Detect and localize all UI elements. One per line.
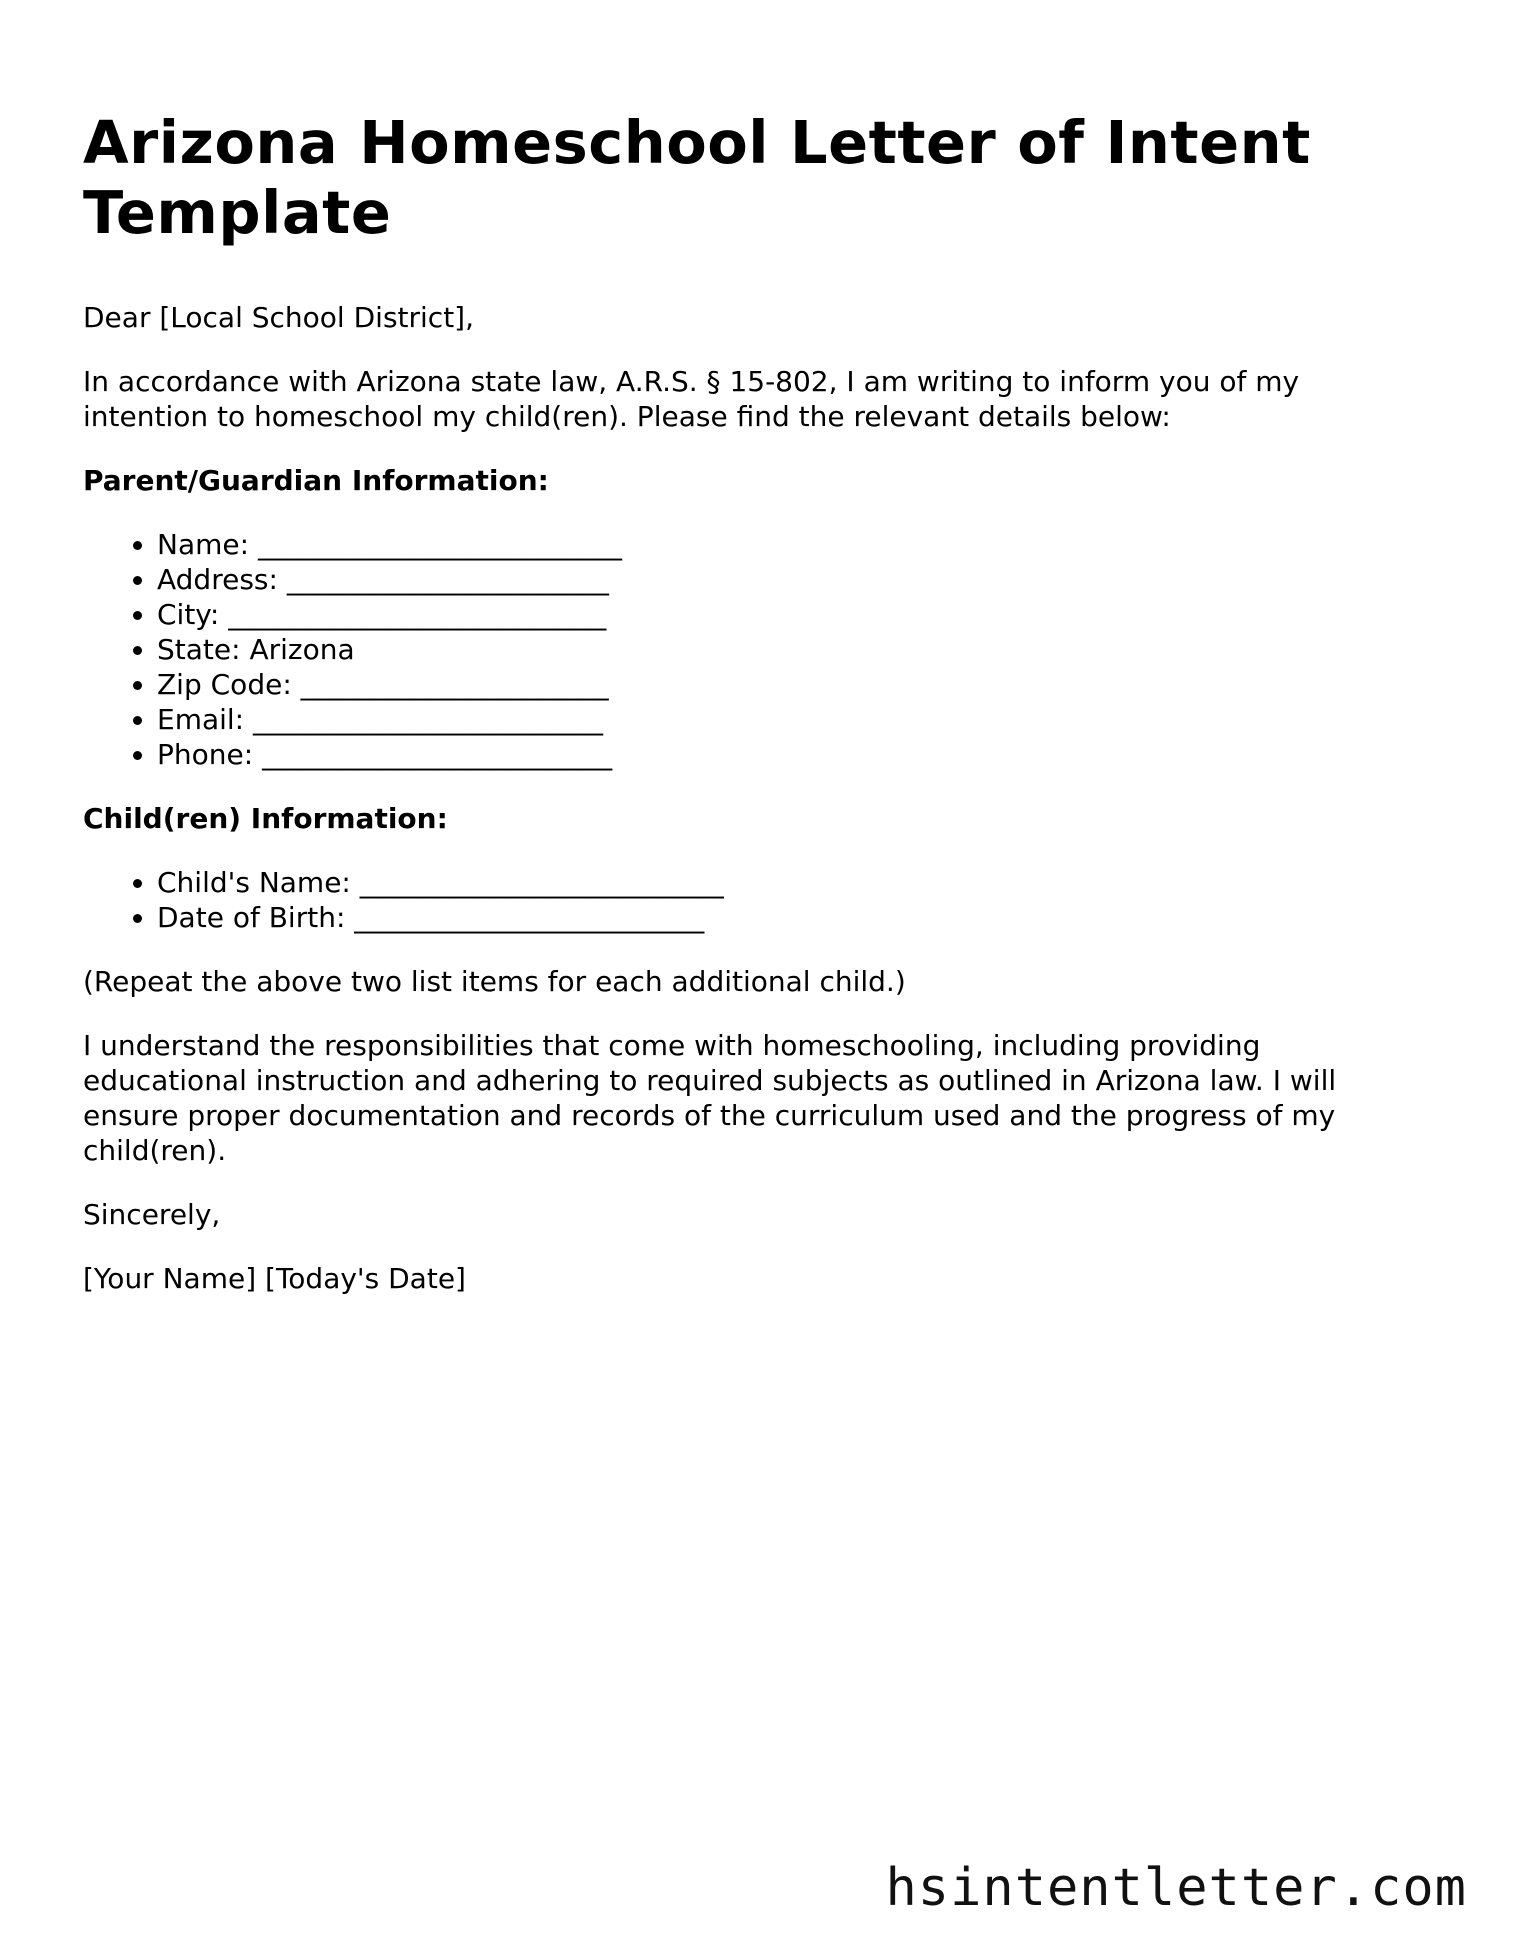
letter-page <box>83 108 1433 1325</box>
child-section-heading: Child(ren) Information: <box>83 802 448 835</box>
list-item-state <box>157 632 1433 667</box>
parent-section-heading: Parent/Guardian Information: <box>83 464 549 497</box>
field-label: Name: <box>157 528 250 561</box>
list-item-address <box>157 562 1433 597</box>
field-label: Date of Birth: <box>157 901 346 934</box>
city-blank: ___________________________ <box>228 598 607 631</box>
field-label: Child's Name: <box>157 866 351 899</box>
list-item-name <box>157 527 1433 562</box>
intro-paragraph: In accordance with Arizona state law, A.R.S. § 15-802, I am writing to inform you of my intention to homeschool my child(ren). Please find the relevant details below: <box>83 365 1300 433</box>
site-watermark: hsintentletter.com <box>885 1858 1467 1918</box>
list-item-email <box>157 702 1433 737</box>
signature-line: [Your Name] [Today's Date] <box>83 1262 466 1295</box>
field-label: Email: <box>157 703 245 736</box>
field-label: City: <box>157 598 220 631</box>
list-item-child-name <box>157 865 1433 900</box>
child-fields-list <box>83 865 1433 935</box>
salutation: Dear [Local School District], <box>83 301 475 334</box>
child-name-blank: __________________________ <box>359 866 724 899</box>
closing: Sincerely, <box>83 1198 221 1231</box>
field-label: Address: <box>157 563 278 596</box>
email-blank: _________________________ <box>253 703 604 736</box>
address-blank: _______________________ <box>286 563 609 596</box>
dob-blank: _________________________ <box>354 901 705 934</box>
parent-fields-list <box>83 527 1433 772</box>
phone-blank: _________________________ <box>262 738 613 771</box>
list-item-zip <box>157 667 1433 702</box>
page-title: Arizona Homeschool Letter of Intent Template <box>83 108 1311 247</box>
repeat-note: (Repeat the above two list items for each additional child.) <box>83 965 906 998</box>
responsibility-paragraph: I understand the responsibilities that come with homeschooling, including providing educational instruction and adhering to required subjects as outlined in Arizona law. I will ensure proper documentation and records of the curriculum used and the progress of my child(ren). <box>83 1029 1337 1167</box>
name-blank: __________________________ <box>257 528 622 561</box>
list-item-dob <box>157 900 1433 935</box>
list-item-city <box>157 597 1433 632</box>
list-item-phone <box>157 737 1433 772</box>
field-label: Phone: <box>157 738 254 771</box>
field-label: State: Arizona <box>157 633 355 666</box>
field-label: Zip Code: <box>157 668 292 701</box>
zip-blank: ______________________ <box>300 668 609 701</box>
